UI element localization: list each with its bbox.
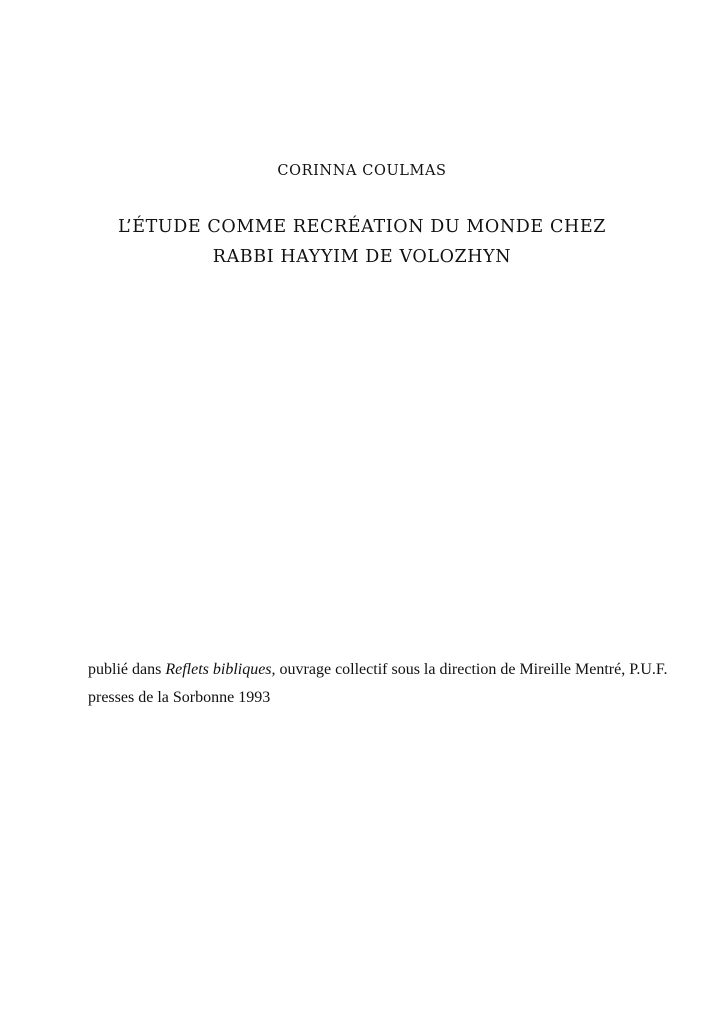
title-line-2: RABBI HAYYIM DE VOLOZHYN: [212, 247, 512, 267]
publication-note: [88, 656, 668, 712]
document-title: [60, 212, 664, 272]
title-line-1: L’ÉTUDE COMME RECRÉATION DU MONDE CHEZ: [118, 217, 606, 237]
author-name: CORINNA COULMAS: [277, 163, 447, 179]
publication-work-title: Reflets bibliques,: [165, 661, 276, 678]
publication-prefix: publié dans: [88, 661, 166, 678]
publication-suffix: ouvrage collectif sous la direction de Mireille Mentré, P.U.F. presses de la Sorbonne 1993: [88, 661, 668, 706]
